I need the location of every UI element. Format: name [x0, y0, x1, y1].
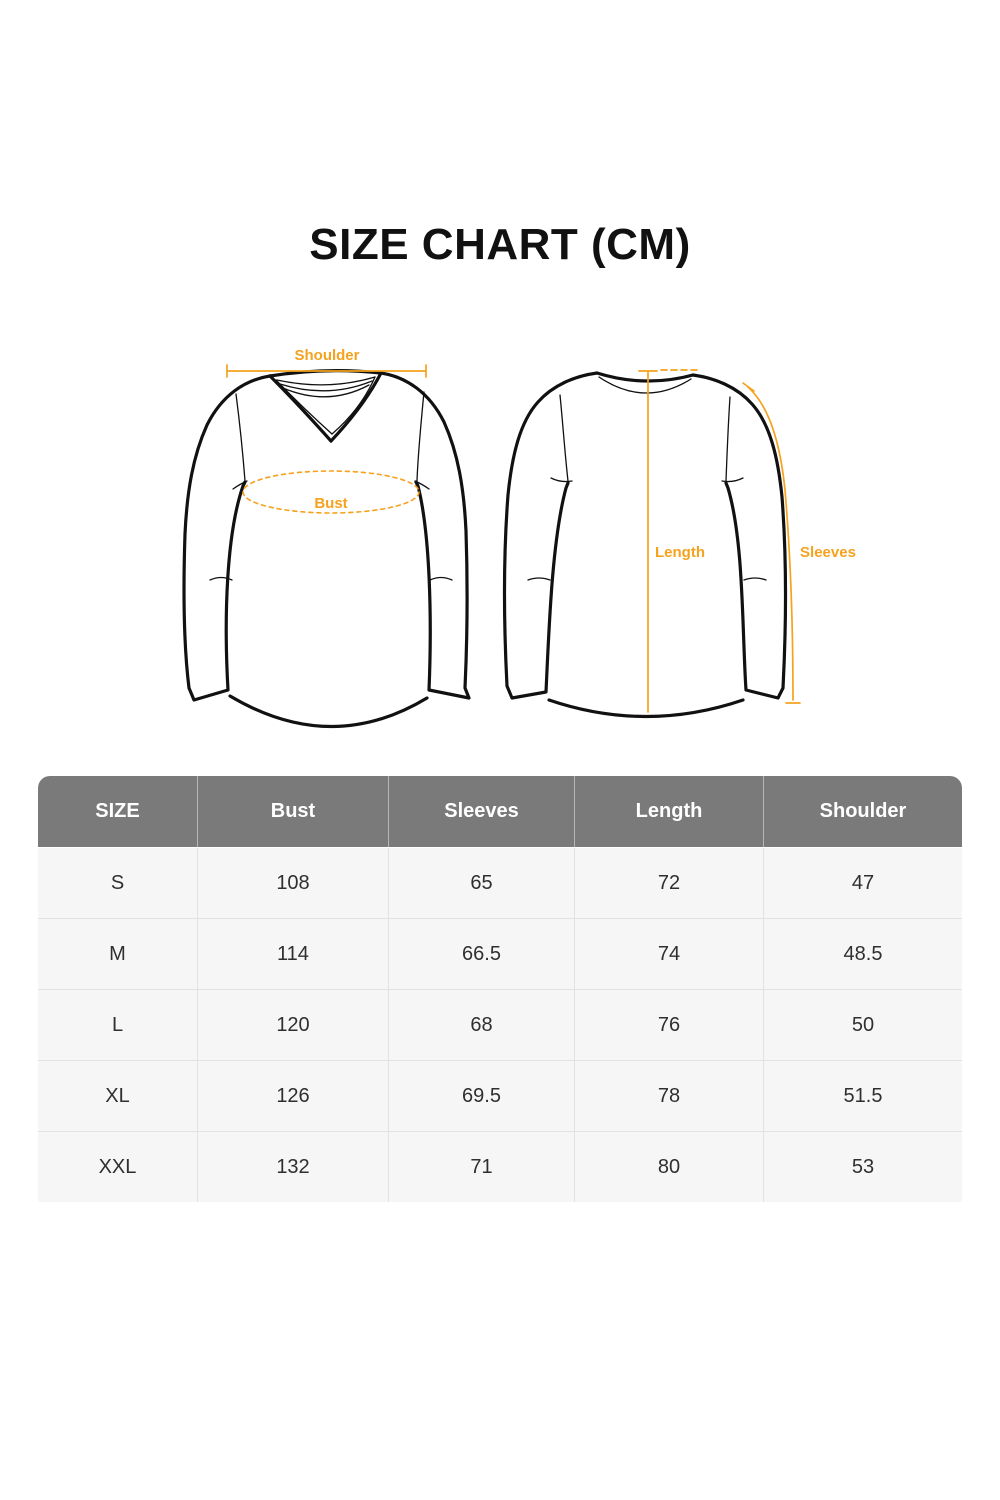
front-garment-outline — [184, 371, 469, 727]
table-header-row — [38, 776, 962, 847]
header-cell-size: SIZE — [95, 800, 140, 822]
front-right-sleeve — [381, 373, 469, 698]
header-cell-shoulder: Shoulder — [763, 776, 962, 847]
table-row — [38, 918, 962, 989]
cell-size: XL — [105, 1084, 130, 1107]
cell-bust: 114 — [197, 919, 388, 989]
front-left-sleeve — [184, 376, 270, 700]
front-hem — [230, 696, 427, 727]
cell-bust: 132 — [197, 1132, 388, 1202]
header-cell-sleeves: Sleeves — [388, 776, 574, 847]
cell-shoulder: 51.5 — [763, 1061, 962, 1131]
cell-sleeves: 69.5 — [388, 1061, 574, 1131]
cell-sleeves: 65 — [388, 848, 574, 918]
table-row — [38, 989, 962, 1060]
shoulder-label: Shoulder — [294, 347, 360, 364]
back-garment-outline — [505, 373, 786, 717]
cell-length: 74 — [574, 919, 763, 989]
cell-sleeves: 66.5 — [388, 919, 574, 989]
header-cell-bust: Bust — [197, 776, 388, 847]
sleeves-label: Sleeves — [800, 544, 856, 561]
bust-label: Bust — [314, 495, 348, 512]
cell-sleeves: 71 — [388, 1132, 574, 1202]
table-row — [38, 848, 962, 918]
table-row — [38, 1131, 962, 1202]
back-neckline — [597, 373, 693, 381]
page-title: SIZE CHART (CM) — [309, 220, 691, 269]
sleeves-measure-line — [743, 383, 800, 703]
size-table — [38, 776, 962, 1202]
cell-size: S — [110, 871, 125, 894]
header-cell-length: Length — [574, 776, 763, 847]
cell-shoulder: 50 — [763, 990, 962, 1060]
table-body — [38, 848, 962, 1202]
table-row — [38, 1060, 962, 1131]
cell-shoulder: 47 — [763, 848, 962, 918]
cell-length: 78 — [574, 1061, 763, 1131]
length-measure-line — [639, 370, 697, 712]
size-diagram-illustration — [0, 330, 1000, 760]
length-label: Length — [655, 544, 705, 561]
cell-shoulder: 53 — [763, 1132, 962, 1202]
cell-length: 72 — [574, 848, 763, 918]
front-garment-details — [210, 377, 452, 580]
cell-bust: 120 — [197, 990, 388, 1060]
cell-size: L — [111, 1013, 124, 1036]
cell-sleeves: 68 — [388, 990, 574, 1060]
cell-size: XXL — [98, 1155, 137, 1178]
back-hem — [549, 700, 743, 717]
cell-bust: 108 — [197, 848, 388, 918]
cell-length: 76 — [574, 990, 763, 1060]
cell-bust: 126 — [197, 1061, 388, 1131]
back-garment-details — [528, 377, 766, 580]
cell-size: M — [109, 942, 126, 965]
cell-shoulder: 48.5 — [763, 919, 962, 989]
back-left-sleeve — [505, 373, 598, 698]
front-vneck-right — [331, 373, 381, 441]
front-vneck-left — [270, 376, 331, 441]
cell-length: 80 — [574, 1132, 763, 1202]
